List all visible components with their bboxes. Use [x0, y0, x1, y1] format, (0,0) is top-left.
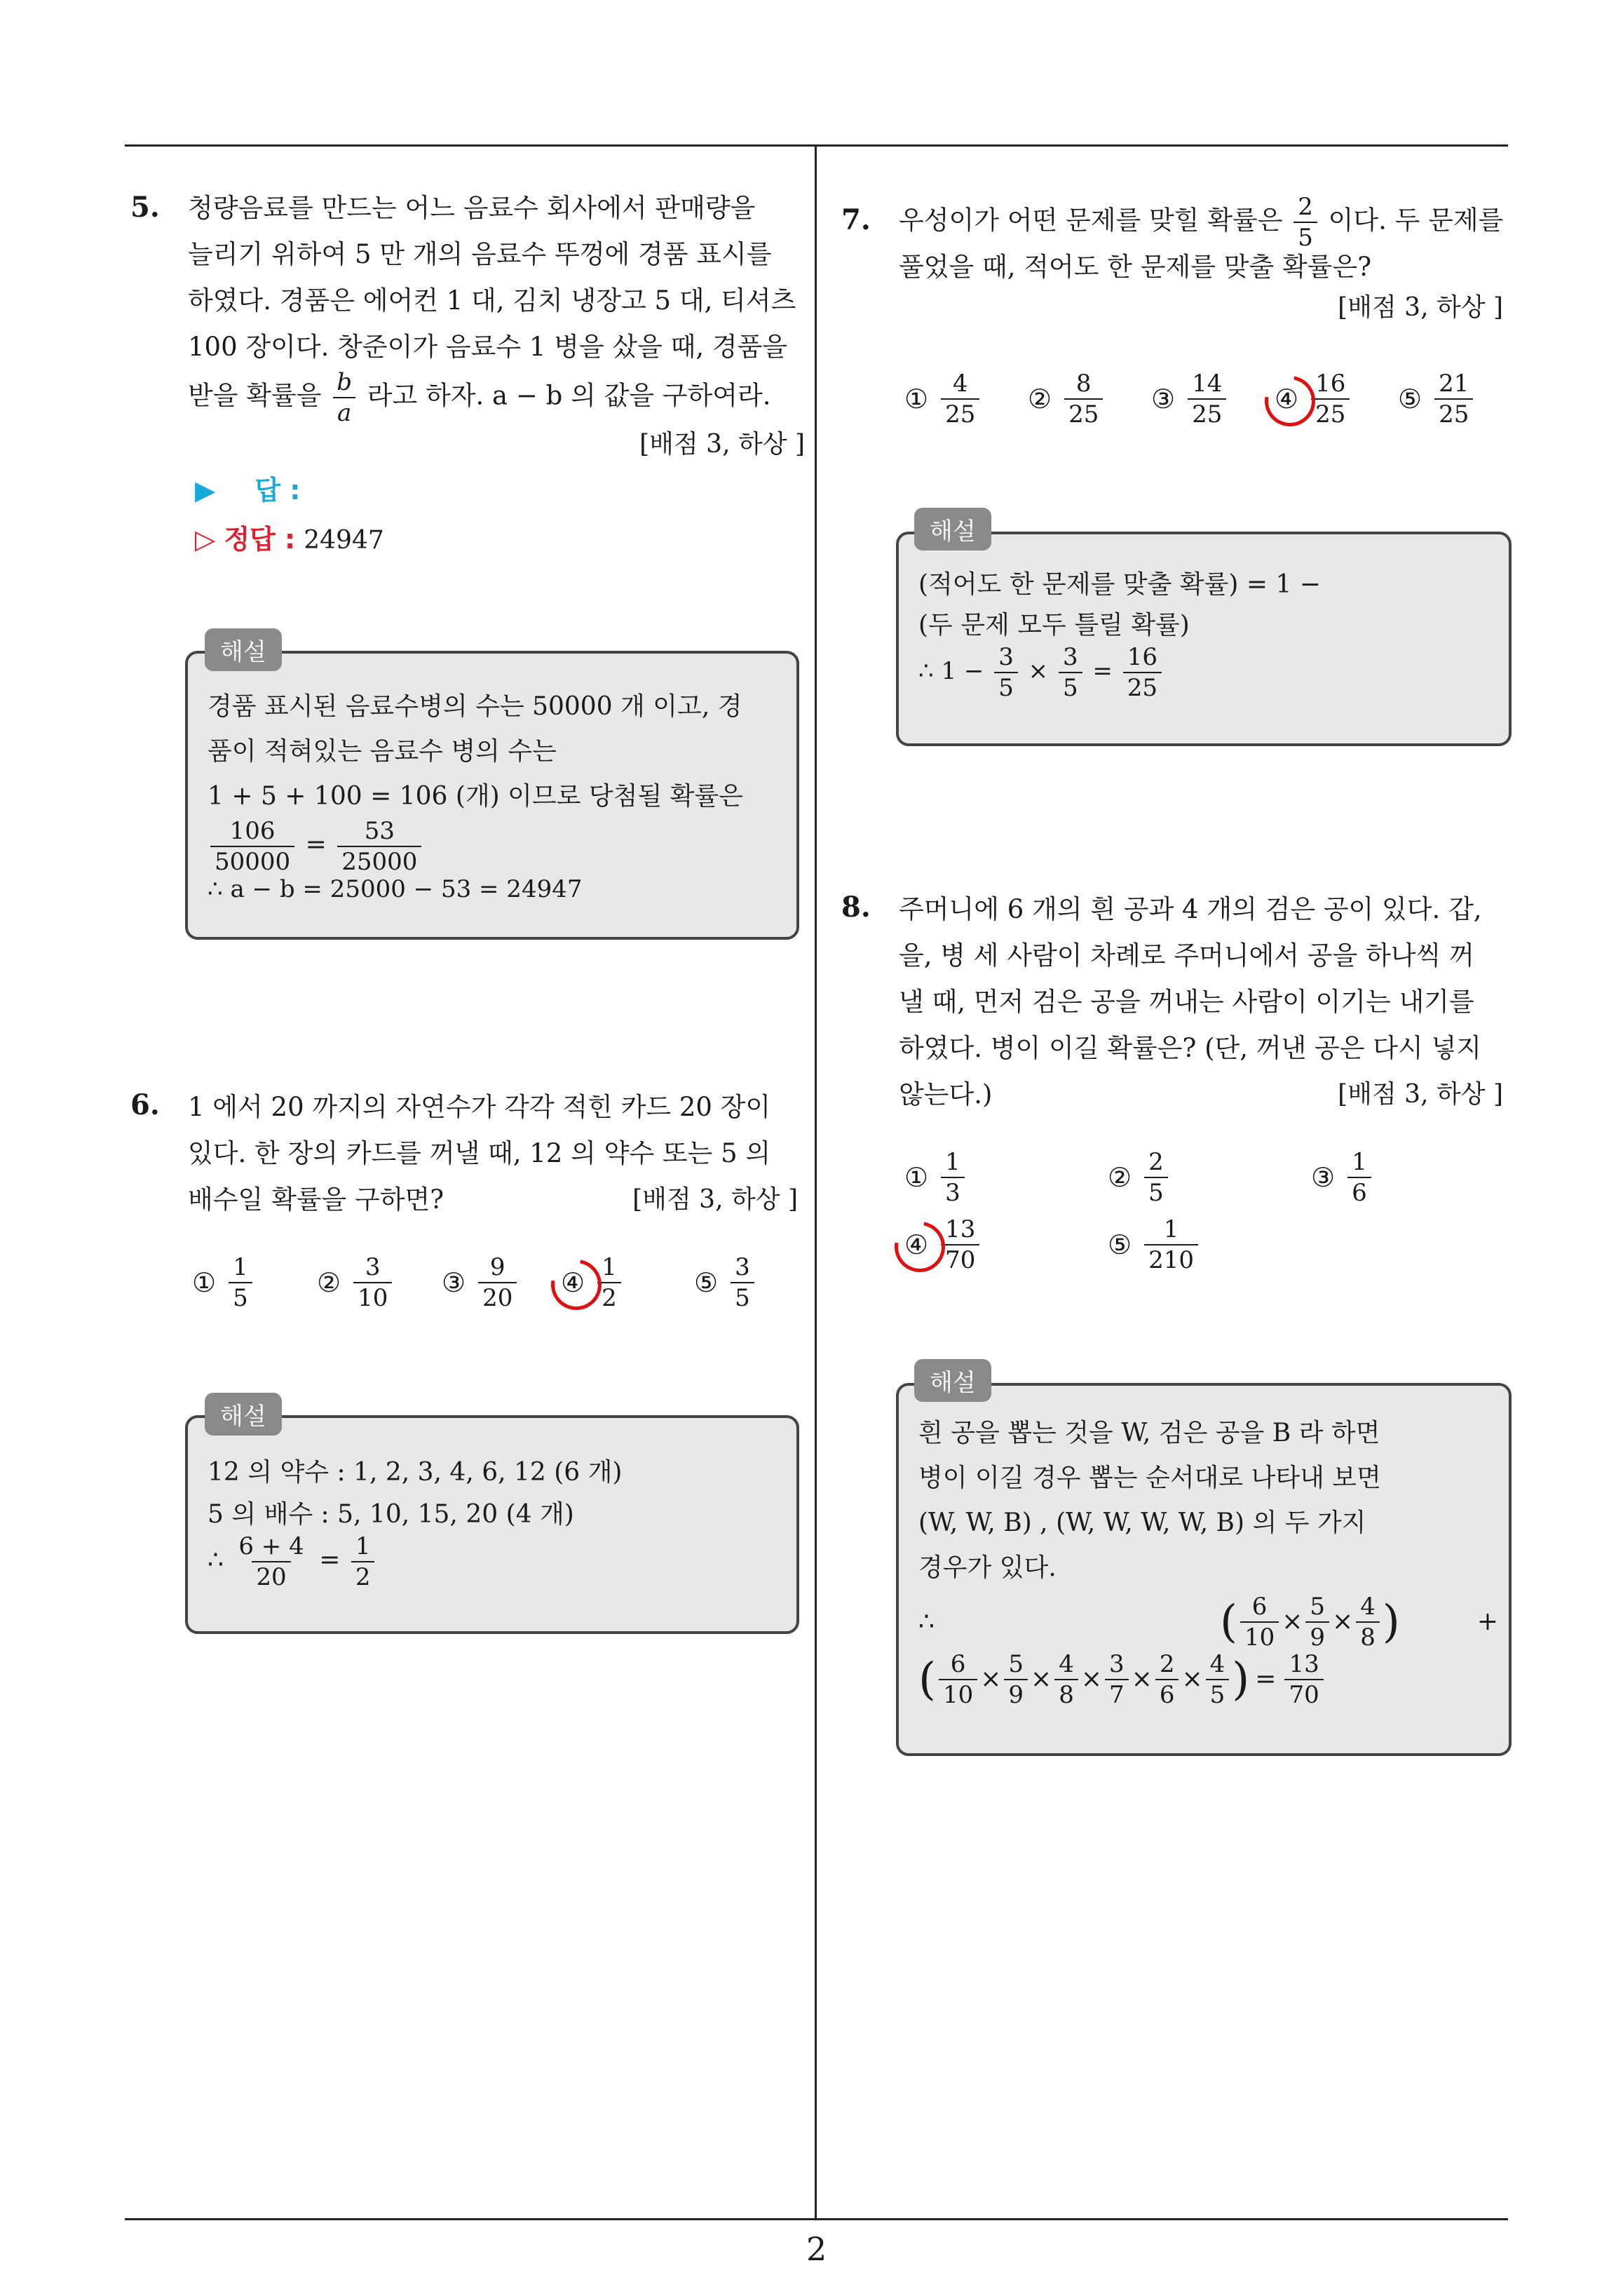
question-number: 7. — [841, 203, 871, 236]
fraction: $\frac{106}{50000}$ — [210, 819, 294, 874]
choice-5[interactable]: ⑤ $\frac{3}{5}$ — [694, 1255, 778, 1310]
page-number: 2 — [806, 2230, 827, 2268]
choice-2[interactable]: ② $\frac{3}{10}$ — [317, 1255, 442, 1310]
explanation-text — [918, 1411, 1500, 1707]
column-divider — [815, 144, 817, 2220]
question-line: 100 장이다. 창준이가 음료수 1 병을 샀을 때, 경품을 — [188, 332, 788, 362]
question-line: 우성이가 어떤 문제를 맞힐 확률은 $\frac{2}{5}$ 이다. 두 문제를 — [899, 193, 1504, 252]
score-label: [배점 3, 하상 ] — [639, 430, 805, 459]
question-5-text — [188, 185, 805, 464]
choice-2[interactable]: ② $\frac{2}{5}$ — [1108, 1150, 1311, 1205]
question-number: 5. — [130, 191, 160, 224]
question-line: 하였다. 경품은 에어컨 1 대, 김치 냉장고 5 대, 티셔츠 — [188, 285, 796, 316]
question-line: 배수일 확률을 구하면? [배점 3, 하상 ] — [188, 1177, 798, 1223]
question-line: 청량음료를 만드는 어느 음료수 회사에서 판매량을 — [188, 193, 756, 223]
choice-5[interactable]: ⑤ $\frac{1}{210}$ — [1108, 1217, 1311, 1272]
answer-row — [195, 468, 300, 507]
explanation-equation-1: ∴ ( $\frac{6}{10}$ × $\frac{5}{9}$ × $\frac{4}{8}$ ) + — [918, 1593, 1498, 1652]
question-line: 1 에서 20 까지의 자연수가 각각 적힌 카드 20 장이 — [188, 1092, 771, 1122]
line-text: 받을 확률을 — [188, 380, 322, 411]
question-line: 않는다.) [배점 3, 하상 ] — [899, 1072, 1503, 1118]
choice-3[interactable]: ③ $\frac{1}{6}$ — [1311, 1150, 1514, 1205]
explanation-line: 병이 이길 경우 뽑는 순서대로 나타내 보면 — [918, 1464, 1381, 1492]
explanation-line: (W, W, B) , (W, W, W, W, B) 의 두 가지 — [918, 1508, 1366, 1537]
explanation-line: 5 의 배수 : 5, 10, 15, 20 (4 개) — [208, 1500, 574, 1529]
question-6-text — [188, 1084, 798, 1223]
choice-list — [904, 1150, 1535, 1272]
question-number: 8. — [841, 891, 871, 924]
explanation-line: 1 + 5 + 100 = 106 (개) 이므로 당첨될 확률은 — [208, 782, 744, 811]
explanation-line: (두 문제 모두 틀릴 확률) — [918, 611, 1190, 640]
score-label: [배점 3, 하상 ] — [1338, 293, 1503, 322]
score-label: [배점 3, 하상 ] — [632, 1185, 798, 1214]
explanation-line: 흰 공을 뽑는 것을 W, 검은 공을 B 라 하면 — [918, 1419, 1380, 1447]
explanation-equation: $\frac{106}{50000}$ = $\frac{53}{25000}$ — [208, 819, 743, 874]
question-7-text — [899, 195, 1516, 331]
correct-label: 정답 : — [224, 524, 296, 555]
question-line: 늘리기 위하여 5 만 개의 음료수 뚜껑에 경품 표시를 — [188, 239, 772, 269]
explanation-equation-2: ( $\frac{6}{10}$ × $\frac{5}{9}$ × $\frac{4}{8}$ × $\frac{3}{7}$ × $\frac{2}{6}$ × $\frac{4}{5}$ ) = $\frac{13}{70}$ — [918, 1652, 1500, 1707]
question-8-text — [899, 886, 1516, 1118]
choice-4-selected[interactable]: ④ $\frac{13}{70}$ — [904, 1217, 1108, 1272]
correct-answer-row — [195, 518, 384, 556]
explanation-conclusion: ∴ a − b = 25000 − 53 = 24947 — [208, 875, 583, 903]
play-icon: ▶ — [195, 475, 216, 506]
choice-2[interactable]: ② $\frac{8}{25}$ — [1028, 372, 1151, 426]
correct-value: 24947 — [304, 526, 384, 555]
explanation-equation: ∴ 1 − $\frac{3}{5}$ × $\frac{3}{5}$ = $\frac{16}{25}$ — [918, 645, 1321, 700]
choice-4-selected[interactable]: ④ $\frac{16}{25}$ — [1275, 372, 1398, 426]
choice-4-selected[interactable]: ④ $\frac{1}{2}$ — [561, 1255, 694, 1310]
question-line: 을, 병 세 사람이 차례로 주머니에서 공을 하나씩 꺼 — [899, 940, 1474, 971]
answer-label: 답 : — [254, 475, 301, 506]
explanation-line: 경우가 있다. — [918, 1553, 1057, 1582]
fraction: $\frac{2}{5}$ — [1293, 195, 1317, 250]
explanation-equation: ∴ $\frac{6 + 4}{20}$ = $\frac{1}{2}$ — [208, 1534, 622, 1589]
choice-list — [904, 372, 1482, 426]
line-text: 라고 하자. a − b 의 값을 구하여라. — [367, 380, 771, 411]
choice-1[interactable]: ① $\frac{1}{3}$ — [904, 1150, 1108, 1205]
fraction: $\frac{b}{a}$ — [332, 370, 356, 425]
explanation-line: (적어도 한 문제를 맞출 확률) = 1 − — [918, 570, 1321, 599]
choice-list — [192, 1255, 778, 1310]
explanation-tag: 해설 — [914, 1359, 991, 1402]
choice-1[interactable]: ① $\frac{4}{25}$ — [904, 372, 1028, 426]
explanation-tag: 해설 — [205, 628, 282, 671]
question-line: 낼 때, 먼저 검은 공을 꺼내는 사람이 이기는 내기를 — [899, 987, 1474, 1017]
choice-5[interactable]: ⑤ $\frac{21}{25}$ — [1398, 372, 1482, 426]
question-line: 하였다. 병이 이길 확률은? (단, 꺼낸 공은 다시 넣지 — [899, 1033, 1481, 1063]
bottom-rule — [125, 2218, 1508, 2220]
question-number: 6. — [130, 1088, 160, 1121]
question-line: 있다. 한 장의 카드를 꺼낼 때, 12 의 약수 또는 5 의 — [188, 1138, 771, 1168]
explanation-line: 12 의 약수 : 1, 2, 3, 4, 6, 12 (6 개) — [208, 1458, 623, 1487]
question-line — [188, 370, 805, 425]
choice-3[interactable]: ③ $\frac{14}{25}$ — [1151, 372, 1275, 426]
explanation-text — [918, 564, 1321, 700]
explanation-line: 경품 표시된 음료수병의 수는 50000 개 이고, 경 — [208, 692, 742, 721]
fraction: $\frac{53}{25000}$ — [337, 819, 421, 874]
question-line: 풀었을 때, 적어도 한 문제를 맞출 확률은? — [899, 252, 1372, 282]
explanation-tag: 해설 — [914, 508, 991, 551]
question-line: 주머니에 6 개의 흰 공과 4 개의 검은 공이 있다. 갑, — [899, 894, 1482, 924]
explanation-line: 품이 적혀있는 음료수 병의 수는 — [208, 737, 557, 766]
explanation-text — [208, 1450, 622, 1589]
choice-3[interactable]: ③ $\frac{9}{20}$ — [442, 1255, 561, 1310]
outline-play-icon: ▷ — [195, 524, 216, 555]
choice-1[interactable]: ① $\frac{1}{5}$ — [192, 1255, 317, 1310]
explanation-text — [208, 684, 743, 905]
explanation-tag: 해설 — [205, 1393, 282, 1436]
score-label: [배점 3, 하상 ] — [1338, 1080, 1503, 1109]
